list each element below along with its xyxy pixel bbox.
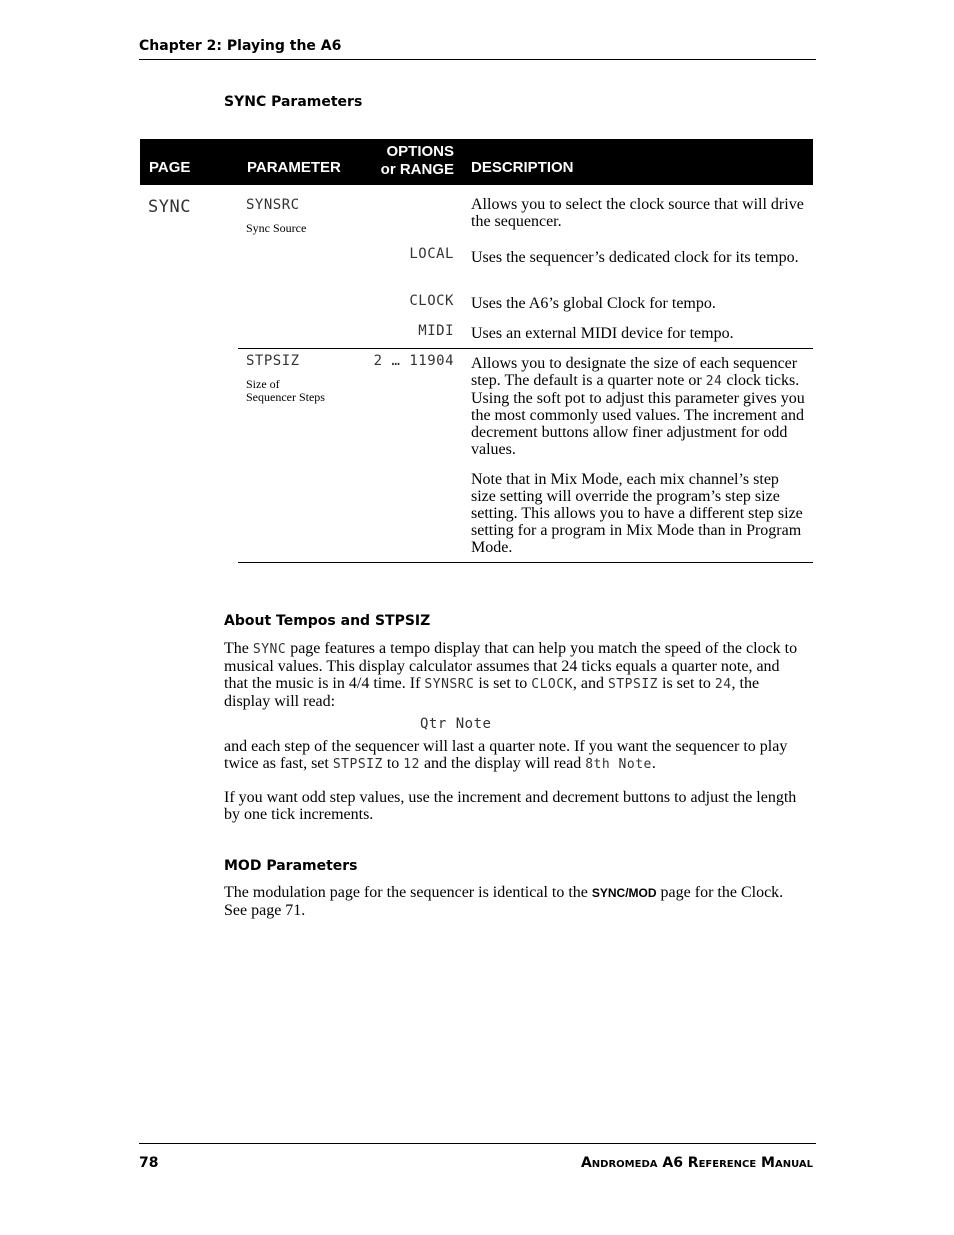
lcd-synsrc: SYNSRC — [424, 677, 475, 692]
text: and the display will read — [419, 755, 586, 772]
col-options-1: OPTIONS — [386, 143, 454, 160]
param-stpsiz: STPSIZ — [246, 353, 300, 369]
lcd-24: 24 — [714, 677, 732, 692]
option-local: LOCAL — [409, 246, 454, 262]
tempos-paragraph-1 — [224, 640, 799, 710]
lcd-stpsiz: STPSIZ — [608, 677, 658, 692]
row-divider — [238, 348, 813, 349]
lcd-sync: SYNC — [252, 642, 287, 657]
col-page: PAGE — [149, 159, 191, 176]
col-description: DESCRIPTION — [471, 159, 574, 176]
col-options-2: or RANGE — [380, 161, 454, 178]
text: and each step of the sequencer will last a quarter note. If you want the sequencer to play twice as fast, set — [224, 738, 788, 772]
option-clock: CLOCK — [409, 293, 454, 309]
param-stpsiz-label-1: Size of — [246, 377, 280, 391]
option-midi: MIDI — [418, 323, 454, 339]
table-bottom-rule — [238, 562, 813, 563]
mod-section-title: MOD Parameters — [224, 858, 358, 874]
mod-paragraph — [224, 884, 799, 919]
option-local-desc: Uses the sequencer’s dedicated clock for its tempo. — [471, 249, 799, 266]
lcd-clock: CLOCK — [531, 677, 573, 692]
chapter-header: Chapter 2: Playing the A6 — [139, 38, 342, 54]
text: , and — [572, 675, 609, 692]
param-stpsiz-label-2: Sequencer Steps — [246, 390, 325, 404]
table-header — [140, 139, 813, 185]
col-parameter: PARAMETER — [247, 159, 341, 176]
synsrc-description: Allows you to select the clock source that will drive the sequencer. — [471, 196, 804, 230]
sync-section-title: SYNC Parameters — [224, 94, 363, 110]
option-clock-desc: Uses the A6’s global Clock for tempo. — [471, 295, 716, 312]
tempos-paragraph-2 — [224, 738, 799, 773]
param-synsrc-label: Sync Source — [246, 221, 307, 235]
option-midi-desc: Uses an external MIDI device for tempo. — [471, 325, 734, 342]
text: The modulation page for the sequencer is identical to the — [224, 884, 592, 901]
lcd-8th-note: 8th Note — [585, 757, 652, 772]
tempos-section-title: About Tempos and STPSIZ — [224, 613, 431, 629]
page-number: 78 — [139, 1155, 159, 1171]
sync-mod-button-label: SYNC/MOD — [591, 886, 657, 900]
text: The — [224, 640, 253, 657]
text: page for the Clock. See page 71. — [224, 884, 784, 919]
stpsiz-mixmode-note: Note that in Mix Mode, each mix channel’s step size setting will override the program’s step size setting. This allows you to have a different step size setting for a program in Mix Mode than in Program Mode. — [471, 471, 803, 556]
text: . — [651, 755, 656, 772]
text: , the display will read: — [224, 675, 760, 710]
param-synsrc: SYNSRC — [246, 197, 300, 213]
lcd-12: 12 — [403, 757, 420, 772]
text: is set to — [658, 675, 715, 692]
stpsiz-description — [471, 355, 806, 458]
footer-rule — [139, 1143, 816, 1144]
text: is set to — [474, 675, 532, 692]
manual-title: Andromeda A6 Reference Manual — [580, 1155, 813, 1171]
stpsiz-range: 2 … 11904 — [373, 353, 454, 369]
header-rule — [139, 59, 816, 60]
text: to — [382, 755, 404, 772]
text: page features a tempo display that can help you match the speed of the clock to musical values. This display calculator assumes that 24 ticks equals a quarter note, and that the music is in 4/4 time. If — [224, 640, 798, 692]
stpsiz-desc-text-b: clock ticks. Using the soft pot to adjust this parameter gives you the most commonly used values. The increment and decrement buttons allow finer adjustment for odd values. — [471, 372, 805, 458]
stpsiz-desc-lcd: 24 — [705, 374, 723, 389]
lcd-stpsiz: STPSIZ — [332, 757, 383, 772]
tempo-display-readout: Qtr Note — [420, 716, 492, 732]
tempos-paragraph-3: If you want odd step values, use the increment and decrement buttons to adjust the length by one tick increments. — [224, 789, 797, 823]
page-name-sync: SYNC — [148, 197, 191, 217]
stpsiz-desc-text-a: Allows you to designate the size of each sequencer step. The default is a quarter note or — [471, 355, 798, 389]
